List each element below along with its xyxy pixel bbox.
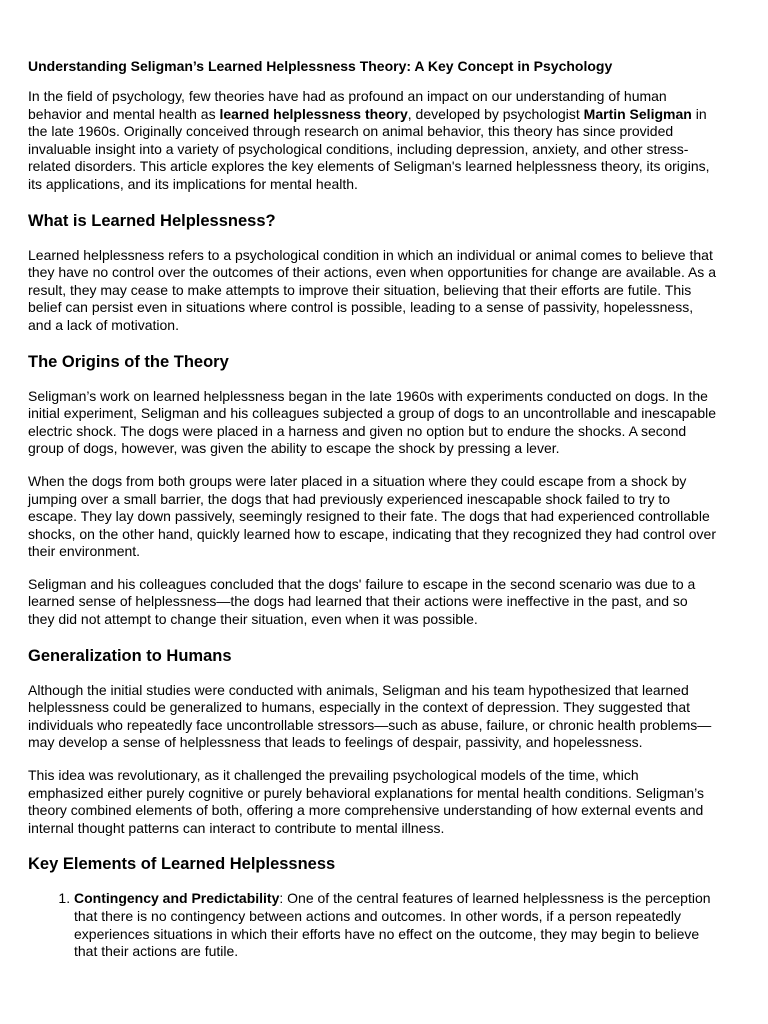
intro-text-2: , developed by psychologist [407, 105, 584, 122]
origins-paragraph-1: Seligman’s work on learned helplessness began in the late 1960s with experiments conducted on dogs. In the initial experiment, Seligman and his colleagues subjected a group of dogs to an uncontrollable and inescapable electric shock. The dogs were placed in a harness and given no option but to endure the shocks. A second group of dogs, however, was given the ability to escape the shock by pressing a lever. [28, 387, 717, 457]
document-title: Understanding Seligman’s Learned Helplessness Theory: A Key Concept in Psychology [28, 58, 613, 74]
key-elements-list [28, 890, 716, 960]
intro-paragraph [28, 88, 716, 194]
heading-key-elements: Key Elements of Learned Helplessness [28, 855, 336, 874]
intro-bold-theory: learned helplessness theory [219, 105, 408, 122]
list-item-term: Contingency and Predictability [74, 890, 280, 907]
list-item [74, 890, 716, 960]
what-paragraph-1: Learned helplessness refers to a psychological condition in which an individual or animal comes to believe that they have no control over the outcomes of their actions, even when opportunities for change are available. As a result, they may cease to make attempts to improve their situation, believing that their efforts are futile. This belief can persist even in situations where control is possible, leading to a sense of passivity, hopelessness, and a lack of motivation. [28, 246, 716, 333]
humans-paragraph-1: Although the initial studies were conducted with animals, Seligman and his team hypothesized that learned helplessness could be generalized to humans, especially in the context of depression. They suggested that individuals who repeatedly face uncontrollable stressors—such as abuse, failure, or chronic health problems—may develop a sense of helplessness that leads to feelings of despair, passivity, and hopelessness. [28, 681, 712, 751]
origins-paragraph-2: When the dogs from both groups were later placed in a situation where they could escape from a shock by jumping over a small barrier, the dogs that had previously experienced inescapable shock failed to try to escape. They lay down passively, seemingly resigned to their fate. The dogs that had experienced controllable shocks, on the other hand, quickly learned how to escape, indicating that they recognized they had control over their environment. [28, 472, 716, 560]
heading-what-is: What is Learned Helplessness? [28, 211, 276, 230]
list-item-text: : One of the central features of learned helplessness is the perception that there is no contingency between actions and outcomes. In other words, if a person repeatedly experiences situations in which their efforts have no effect on the outcome, they may begin to believe that their actions are futile. [74, 890, 711, 960]
intro-text-1: In the field of psychology, few theories have had as profound an impact on our understanding of human behavior and mental health as [28, 88, 667, 122]
origins-paragraph-3: Seligman and his colleagues concluded that the dogs' failure to escape in the second scenario was due to a learned sense of helplessness—the dogs had learned that their actions were ineffective in the past, and so they did not attempt to change their situation, even when it was possible. [28, 575, 696, 628]
heading-generalization: Generalization to Humans [28, 646, 232, 665]
heading-origins: The Origins of the Theory [28, 352, 229, 371]
intro-bold-author: Martin Seligman [583, 105, 692, 122]
intro-text-3: in the late 1960s. Originally conceived through research on animal behavior, this theory has since provided invaluable insight into a variety of psychological conditions, including depression, anxiety, and other stress-related disorders. This article explores the key elements of Seligman's learned helplessness theory, its origins, its applications, and its implications for mental health. [28, 105, 710, 192]
humans-paragraph-2: This idea was revolutionary, as it challenged the prevailing psychological models of the time, which emphasized either purely cognitive or purely behavioral explanations for mental health conditions. Seligman’s theory combined elements of both, offering a more comprehensive understanding of how external events and internal thought patterns can interact to contribute to mental illness. [28, 767, 705, 836]
